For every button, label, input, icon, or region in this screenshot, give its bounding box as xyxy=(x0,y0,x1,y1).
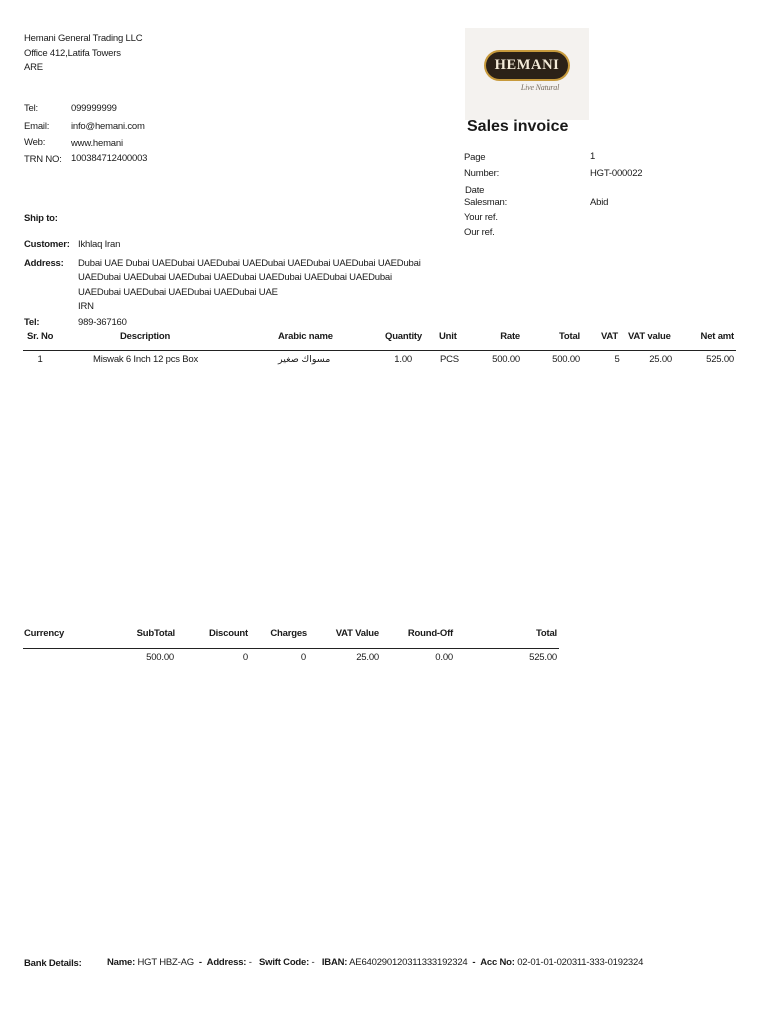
company-block xyxy=(24,32,142,76)
sum-col-subtotal: SubTotal xyxy=(136,628,175,639)
cell-quantity: 1.00 xyxy=(394,354,412,365)
col-vat-value: VAT value xyxy=(628,331,671,342)
cell-total: 500.00 xyxy=(552,354,580,365)
page-title: Sales invoice xyxy=(467,118,569,135)
cell-arabic-name: مسواك صغير xyxy=(278,354,331,365)
summary-divider xyxy=(23,648,559,649)
sum-col-vat-value: VAT Value xyxy=(335,628,379,639)
col-total: Total xyxy=(559,331,580,342)
company-country: ARE xyxy=(24,62,43,73)
customer-value: Ikhlaq Iran xyxy=(78,239,121,250)
col-description: Description xyxy=(120,331,171,342)
sum-col-currency: Currency xyxy=(24,628,65,639)
cell-sr: 1 xyxy=(37,354,43,365)
company-logo xyxy=(465,28,589,120)
page-label: Page xyxy=(464,152,486,163)
sum-col-total: Total xyxy=(536,628,557,639)
email-label: Email: xyxy=(24,121,50,132)
bank-acc-label: Acc No: xyxy=(480,957,515,968)
bank-swift-label: Swift Code: xyxy=(259,957,310,968)
col-unit: Unit xyxy=(439,331,457,342)
web-label: Web: xyxy=(24,137,46,148)
sum-col-discount: Discount xyxy=(208,628,248,639)
cell-description: Miswak 6 Inch 12 pcs Box xyxy=(93,354,199,365)
col-rate: Rate xyxy=(500,331,520,342)
cell-vat-value: 25.00 xyxy=(649,354,672,365)
bank-swift-value: - xyxy=(311,957,315,968)
bank-iban-value: AE640290120311333192324 xyxy=(349,957,468,968)
company-address: Office 412,Latifa Towers xyxy=(24,47,121,59)
trn-value: 100384712400003 xyxy=(71,153,148,164)
page-value: 1 xyxy=(590,151,596,162)
col-quantity: Quantity xyxy=(385,331,422,342)
date-label: Date xyxy=(465,185,485,196)
customer-label: Customer: xyxy=(24,239,70,250)
sum-vat-value: 25.00 xyxy=(356,652,379,663)
bank-address-label: Address: xyxy=(206,957,247,968)
address-line: UAEDubai UAEDubai UAEDubai UAEDubai UAE xyxy=(78,286,278,298)
bank-details: Name: HGT HBZ-AG - Address: - Swift Code: - IBAN: AE640290120311333192324 - Acc No: 02-01-01-020311-333-0192324 xyxy=(107,957,644,968)
salesman-label: Salesman: xyxy=(464,197,508,208)
sum-charges: 0 xyxy=(300,652,306,663)
ship-tel-value: 989-367160 xyxy=(78,317,127,328)
ship-tel-label: Tel: xyxy=(24,317,40,328)
sum-total: 525.00 xyxy=(529,652,557,663)
bank-label xyxy=(24,958,82,969)
salesman-value: Abid xyxy=(590,197,609,208)
address-line: IRN xyxy=(78,300,94,312)
bank-iban-label: IBAN: xyxy=(321,957,348,968)
our-ref-label: Our ref. xyxy=(464,227,495,238)
ship-to-label: Ship to: xyxy=(24,213,58,224)
invoice-meta xyxy=(464,152,694,242)
cell-vat: 5 xyxy=(614,354,620,365)
logo-tagline: Live Natural xyxy=(520,83,560,92)
logo-emblem xyxy=(484,50,570,81)
bank-address-value: - xyxy=(248,957,252,968)
sum-round-off: 0.00 xyxy=(435,652,453,663)
address-line: Dubai UAE Dubai UAEDubai UAEDubai UAEDubai UAEDubai UAEDubai UAEDubai xyxy=(78,258,421,269)
logo-brand: HEMANI xyxy=(486,52,568,79)
web-value: www.hemani xyxy=(71,138,123,149)
sum-col-round-off: Round-Off xyxy=(407,628,453,639)
email-value: info@hemani.com xyxy=(71,121,145,132)
sum-discount: 0 xyxy=(242,652,248,663)
address-line: UAEDubai UAEDubai UAEDubai UAEDubai UAEDubai UAEDubai UAEDubai xyxy=(78,272,392,284)
col-net-amt: Net amt xyxy=(700,331,734,342)
sum-subtotal: 500.00 xyxy=(146,652,174,663)
cell-net-amt: 525.00 xyxy=(706,354,734,365)
company-name: Hemani General Trading LLC xyxy=(24,33,143,44)
number-value: HGT-000022 xyxy=(590,168,643,179)
address-value xyxy=(78,257,421,314)
bank-name-label: Name: xyxy=(107,957,136,968)
table-header-divider xyxy=(23,350,736,351)
bank-acc-value: 02-01-01-020311-333-0192324 xyxy=(517,957,644,968)
contact-block xyxy=(24,103,224,173)
trn-label: TRN NO: xyxy=(24,154,62,165)
cell-rate: 500.00 xyxy=(492,354,520,365)
your-ref-label: Your ref. xyxy=(464,212,498,223)
col-sr-no: Sr. No xyxy=(27,331,54,342)
sum-col-charges: Charges xyxy=(270,628,307,639)
table-row xyxy=(0,354,768,368)
bank-name-value: HGT HBZ-AG xyxy=(137,957,194,968)
address-label: Address: xyxy=(24,258,64,269)
tel-value: 099999999 xyxy=(71,103,117,114)
bank-details-label: Bank Details: xyxy=(24,958,82,969)
cell-unit: PCS xyxy=(440,354,459,365)
number-label: Number: xyxy=(464,168,500,179)
col-vat: VAT xyxy=(601,331,618,342)
tel-label: Tel: xyxy=(24,103,38,114)
col-arabic-name: Arabic name xyxy=(278,331,333,342)
